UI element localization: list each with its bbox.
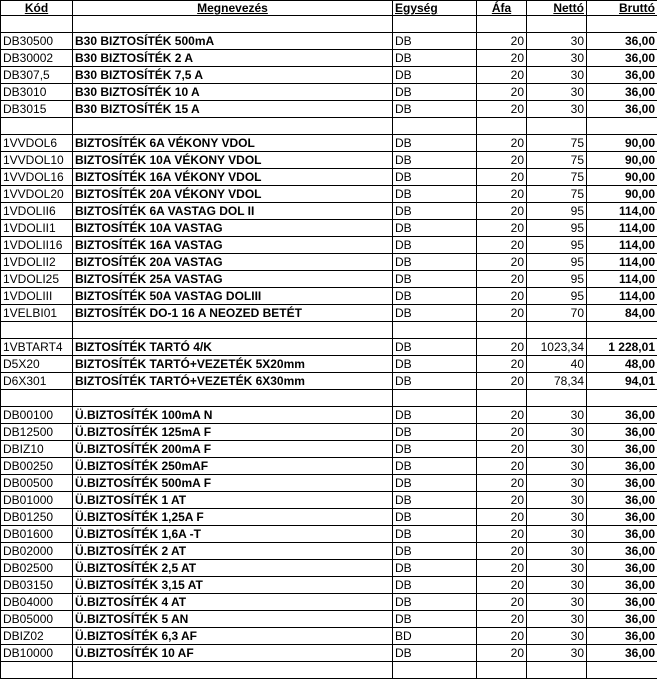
cell-net: 30 [527, 475, 587, 492]
cell-gross: 36,00 [587, 628, 657, 645]
cell-vat: 20 [477, 186, 527, 203]
cell-code: DB01600 [1, 526, 73, 543]
cell-code: 1VDOLI25 [1, 271, 73, 288]
cell-name: Ü.BIZTOSÍTÉK 10 AF [73, 645, 393, 662]
table-row [1, 543, 657, 560]
cell-unit: DB [393, 458, 477, 475]
cell-code: DB00250 [1, 458, 73, 475]
header-name: Megnevezés [73, 1, 393, 16]
cell-vat: 20 [477, 441, 527, 458]
cell-net: 30 [527, 101, 587, 118]
cell-gross: 36,00 [587, 84, 657, 101]
cell-gross: 94,01 [587, 373, 657, 390]
cell-net: 30 [527, 492, 587, 509]
table-row [1, 492, 657, 509]
cell-name: B30 BIZTOSÍTÉK 10 A [73, 84, 393, 101]
cell-gross: 36,00 [587, 594, 657, 611]
cell-vat: 20 [477, 475, 527, 492]
cell-code: DBIZ02 [1, 628, 73, 645]
cell-net: 78,34 [527, 373, 587, 390]
table-row [1, 509, 657, 526]
cell-name: Ü.BIZTOSÍTÉK 3,15 AT [73, 577, 393, 594]
table-row [1, 101, 657, 118]
cell-unit: DB [393, 169, 477, 186]
table-row [1, 560, 657, 577]
cell-unit: DB [393, 475, 477, 492]
cell-unit: DB [393, 135, 477, 152]
cell-gross: 36,00 [587, 509, 657, 526]
table-row [1, 305, 657, 322]
cell-code: 1VDOLII16 [1, 237, 73, 254]
cell-code: 1VVDOL20 [1, 186, 73, 203]
cell-gross: 36,00 [587, 101, 657, 118]
cell-code: D5X20 [1, 356, 73, 373]
cell-unit [393, 118, 477, 135]
cell-name: Ü.BIZTOSÍTÉK 1,6A -T [73, 526, 393, 543]
table-row [1, 288, 657, 305]
cell-net: 95 [527, 203, 587, 220]
cell-unit: DB [393, 543, 477, 560]
table-row [1, 594, 657, 611]
cell-gross: 36,00 [587, 407, 657, 424]
cell-vat: 20 [477, 611, 527, 628]
blank-row [1, 16, 657, 33]
cell-name: Ü.BIZTOSÍTÉK 125mA F [73, 424, 393, 441]
cell-code: DB02500 [1, 560, 73, 577]
cell-name [73, 118, 393, 135]
cell-name: BIZTOSÍTÉK 20A VÉKONY VDOL [73, 186, 393, 203]
cell-vat: 20 [477, 339, 527, 356]
cell-name [73, 322, 393, 339]
cell-gross: 36,00 [587, 475, 657, 492]
cell-code: DB00100 [1, 407, 73, 424]
cell-vat: 20 [477, 458, 527, 475]
cell-code: DBIZ10 [1, 441, 73, 458]
table-row [1, 611, 657, 628]
cell-name: BIZTOSÍTÉK 25A VASTAG [73, 271, 393, 288]
cell-code: 1VVDOL16 [1, 169, 73, 186]
cell-vat [477, 118, 527, 135]
cell-vat: 20 [477, 526, 527, 543]
cell-unit [393, 16, 477, 33]
table-row [1, 220, 657, 237]
table-row [1, 424, 657, 441]
cell-gross: 36,00 [587, 441, 657, 458]
cell-vat: 20 [477, 492, 527, 509]
blank-row [1, 662, 657, 679]
cell-net: 30 [527, 67, 587, 84]
cell-net [527, 662, 587, 679]
table-row [1, 237, 657, 254]
cell-gross: 36,00 [587, 543, 657, 560]
header-net: Nettó [527, 1, 587, 16]
cell-gross: 36,00 [587, 458, 657, 475]
cell-name: Ü.BIZTOSÍTÉK 500mA F [73, 475, 393, 492]
cell-code [1, 390, 73, 407]
cell-name: BIZTOSÍTÉK 10A VASTAG [73, 220, 393, 237]
cell-name: Ü.BIZTOSÍTÉK 5 AN [73, 611, 393, 628]
cell-code: DB307,5 [1, 67, 73, 84]
cell-vat [477, 390, 527, 407]
cell-vat: 20 [477, 577, 527, 594]
cell-unit: DB [393, 560, 477, 577]
cell-vat: 20 [477, 203, 527, 220]
cell-gross [587, 16, 657, 33]
cell-name: BIZTOSÍTÉK DO-1 16 A NEOZED BETÉT [73, 305, 393, 322]
cell-unit: DB [393, 441, 477, 458]
cell-unit: DB [393, 611, 477, 628]
cell-gross: 36,00 [587, 645, 657, 662]
cell-gross: 90,00 [587, 186, 657, 203]
cell-net: 30 [527, 424, 587, 441]
cell-vat: 20 [477, 356, 527, 373]
cell-unit: DB [393, 407, 477, 424]
cell-vat: 20 [477, 628, 527, 645]
cell-gross: 36,00 [587, 492, 657, 509]
cell-code [1, 662, 73, 679]
cell-unit: DB [393, 526, 477, 543]
cell-code: 1VVDOL10 [1, 152, 73, 169]
table-row [1, 50, 657, 67]
cell-unit: DB [393, 577, 477, 594]
cell-name: BIZTOSÍTÉK 20A VASTAG [73, 254, 393, 271]
table-row [1, 67, 657, 84]
cell-gross: 90,00 [587, 135, 657, 152]
cell-net: 95 [527, 254, 587, 271]
cell-code [1, 118, 73, 135]
cell-code: 1VDOLII6 [1, 203, 73, 220]
cell-code: 1VELBI01 [1, 305, 73, 322]
cell-unit: DB [393, 305, 477, 322]
cell-vat: 20 [477, 33, 527, 50]
cell-vat: 20 [477, 135, 527, 152]
cell-vat: 20 [477, 407, 527, 424]
table-row [1, 186, 657, 203]
cell-code: 1VBTART4 [1, 339, 73, 356]
cell-name: BIZTOSÍTÉK 10A VÉKONY VDOL [73, 152, 393, 169]
blank-row [1, 322, 657, 339]
cell-name: Ü.BIZTOSÍTÉK 100mA N [73, 407, 393, 424]
cell-name: BIZTOSÍTÉK 6A VASTAG DOL II [73, 203, 393, 220]
cell-net: 30 [527, 628, 587, 645]
cell-unit [393, 322, 477, 339]
cell-net: 75 [527, 152, 587, 169]
cell-net: 75 [527, 135, 587, 152]
cell-vat: 20 [477, 152, 527, 169]
cell-vat: 20 [477, 560, 527, 577]
cell-name: Ü.BIZTOSÍTÉK 1 AT [73, 492, 393, 509]
cell-net: 30 [527, 458, 587, 475]
cell-code: DB30500 [1, 33, 73, 50]
cell-unit: DB [393, 288, 477, 305]
cell-name: Ü.BIZTOSÍTÉK 1,25A F [73, 509, 393, 526]
cell-net: 1023,34 [527, 339, 587, 356]
cell-vat [477, 662, 527, 679]
cell-code: 1VDOLII1 [1, 220, 73, 237]
cell-gross: 36,00 [587, 424, 657, 441]
cell-name: B30 BIZTOSÍTÉK 2 A [73, 50, 393, 67]
cell-vat: 20 [477, 50, 527, 67]
cell-unit: DB [393, 424, 477, 441]
cell-name: Ü.BIZTOSÍTÉK 6,3 AF [73, 628, 393, 645]
cell-net: 30 [527, 543, 587, 560]
cell-code: DB3010 [1, 84, 73, 101]
cell-net: 30 [527, 441, 587, 458]
cell-name: Ü.BIZTOSÍTÉK 200mA F [73, 441, 393, 458]
cell-gross: 48,00 [587, 356, 657, 373]
table-row [1, 628, 657, 645]
cell-net: 75 [527, 186, 587, 203]
cell-unit: DB [393, 33, 477, 50]
cell-gross [587, 662, 657, 679]
blank-row [1, 118, 657, 135]
cell-code: DB3015 [1, 101, 73, 118]
cell-name: BIZTOSÍTÉK 16A VÉKONY VDOL [73, 169, 393, 186]
cell-vat: 20 [477, 67, 527, 84]
cell-unit: DB [393, 271, 477, 288]
cell-net: 30 [527, 407, 587, 424]
cell-code: DB12500 [1, 424, 73, 441]
cell-unit: DB [393, 645, 477, 662]
cell-name: BIZTOSÍTÉK 16A VASTAG [73, 237, 393, 254]
cell-code: DB00500 [1, 475, 73, 492]
cell-unit: DB [393, 152, 477, 169]
table-row [1, 169, 657, 186]
cell-code: DB10000 [1, 645, 73, 662]
table-row [1, 577, 657, 594]
cell-vat: 20 [477, 101, 527, 118]
table-row [1, 135, 657, 152]
cell-net: 30 [527, 560, 587, 577]
cell-net: 70 [527, 305, 587, 322]
header-row [1, 1, 657, 16]
cell-code: DB01250 [1, 509, 73, 526]
cell-unit: DB [393, 594, 477, 611]
blank-row [1, 390, 657, 407]
cell-gross: 114,00 [587, 203, 657, 220]
cell-net: 95 [527, 288, 587, 305]
cell-gross: 90,00 [587, 152, 657, 169]
cell-gross [587, 118, 657, 135]
cell-name: Ü.BIZTOSÍTÉK 250mAF [73, 458, 393, 475]
cell-name: BIZTOSÍTÉK TARTÓ 4/K [73, 339, 393, 356]
cell-code: DB30002 [1, 50, 73, 67]
cell-vat: 20 [477, 645, 527, 662]
cell-gross: 114,00 [587, 237, 657, 254]
cell-code: DB01000 [1, 492, 73, 509]
cell-unit: DB [393, 186, 477, 203]
cell-vat: 20 [477, 84, 527, 101]
cell-name: BIZTOSÍTÉK TARTÓ+VEZETÉK 5X20mm [73, 356, 393, 373]
table-row [1, 645, 657, 662]
cell-gross: 36,00 [587, 560, 657, 577]
cell-gross: 36,00 [587, 33, 657, 50]
cell-name [73, 390, 393, 407]
cell-unit: DB [393, 67, 477, 84]
cell-net: 95 [527, 220, 587, 237]
cell-net [527, 118, 587, 135]
cell-vat [477, 322, 527, 339]
table-row [1, 254, 657, 271]
cell-vat: 20 [477, 237, 527, 254]
cell-gross: 90,00 [587, 169, 657, 186]
cell-code: 1VDOLIII [1, 288, 73, 305]
cell-vat: 20 [477, 305, 527, 322]
cell-gross: 36,00 [587, 577, 657, 594]
cell-net: 30 [527, 526, 587, 543]
cell-gross: 114,00 [587, 271, 657, 288]
cell-unit: DB [393, 220, 477, 237]
cell-net [527, 16, 587, 33]
cell-code [1, 322, 73, 339]
cell-vat: 20 [477, 254, 527, 271]
cell-name: B30 BIZTOSÍTÉK 15 A [73, 101, 393, 118]
cell-code: DB05000 [1, 611, 73, 628]
cell-gross: 36,00 [587, 50, 657, 67]
cell-vat: 20 [477, 509, 527, 526]
cell-net: 30 [527, 50, 587, 67]
cell-net [527, 390, 587, 407]
cell-net: 95 [527, 237, 587, 254]
cell-unit: DB [393, 509, 477, 526]
cell-vat: 20 [477, 220, 527, 237]
cell-vat: 20 [477, 543, 527, 560]
cell-gross: 36,00 [587, 526, 657, 543]
table-row [1, 458, 657, 475]
cell-name: Ü.BIZTOSÍTÉK 2 AT [73, 543, 393, 560]
cell-net: 75 [527, 169, 587, 186]
table-row [1, 203, 657, 220]
cell-code: DB04000 [1, 594, 73, 611]
cell-name: BIZTOSÍTÉK 6A VÉKONY VDOL [73, 135, 393, 152]
table-row [1, 339, 657, 356]
cell-name: BIZTOSÍTÉK 50A VASTAG DOLIII [73, 288, 393, 305]
cell-code: D6X301 [1, 373, 73, 390]
cell-unit: DB [393, 203, 477, 220]
cell-name: BIZTOSÍTÉK TARTÓ+VEZETÉK 6X30mm [73, 373, 393, 390]
cell-code [1, 16, 73, 33]
cell-code: DB02000 [1, 543, 73, 560]
cell-unit: DB [393, 101, 477, 118]
cell-gross: 36,00 [587, 67, 657, 84]
table-row [1, 33, 657, 50]
cell-name: B30 BIZTOSÍTÉK 500mA [73, 33, 393, 50]
cell-unit: DB [393, 84, 477, 101]
cell-unit: DB [393, 254, 477, 271]
cell-unit: DB [393, 373, 477, 390]
cell-code: 1VVDOL6 [1, 135, 73, 152]
table-row [1, 152, 657, 169]
cell-gross [587, 390, 657, 407]
cell-vat: 20 [477, 271, 527, 288]
table-row [1, 526, 657, 543]
cell-net [527, 322, 587, 339]
cell-net: 30 [527, 594, 587, 611]
cell-gross: 114,00 [587, 220, 657, 237]
cell-gross: 84,00 [587, 305, 657, 322]
table-row [1, 373, 657, 390]
cell-net: 30 [527, 84, 587, 101]
cell-gross: 36,00 [587, 611, 657, 628]
cell-net: 30 [527, 509, 587, 526]
cell-unit: DB [393, 492, 477, 509]
cell-unit: BD [393, 628, 477, 645]
header-code: Kód [1, 1, 73, 16]
cell-gross: 114,00 [587, 288, 657, 305]
table-row [1, 407, 657, 424]
table-row [1, 441, 657, 458]
cell-vat: 20 [477, 373, 527, 390]
header-gross: Bruttó [587, 1, 657, 16]
table-row [1, 271, 657, 288]
table-row [1, 475, 657, 492]
cell-unit [393, 662, 477, 679]
cell-unit: DB [393, 237, 477, 254]
cell-name: B30 BIZTOSÍTÉK 7,5 A [73, 67, 393, 84]
cell-unit: DB [393, 356, 477, 373]
cell-unit: DB [393, 339, 477, 356]
cell-name: Ü.BIZTOSÍTÉK 2,5 AT [73, 560, 393, 577]
cell-name [73, 16, 393, 33]
cell-net: 40 [527, 356, 587, 373]
table-row [1, 84, 657, 101]
cell-gross [587, 322, 657, 339]
cell-vat: 20 [477, 424, 527, 441]
cell-unit: DB [393, 50, 477, 67]
cell-net: 95 [527, 271, 587, 288]
cell-code: DB03150 [1, 577, 73, 594]
cell-net: 30 [527, 33, 587, 50]
cell-vat: 20 [477, 288, 527, 305]
cell-code: 1VDOLII2 [1, 254, 73, 271]
cell-name [73, 662, 393, 679]
cell-unit [393, 390, 477, 407]
cell-net: 30 [527, 577, 587, 594]
header-unit: Egység [393, 1, 477, 16]
header-vat: Áfa [477, 1, 527, 16]
cell-net: 30 [527, 645, 587, 662]
cell-net: 30 [527, 611, 587, 628]
cell-name: Ü.BIZTOSÍTÉK 4 AT [73, 594, 393, 611]
cell-gross: 1 228,01 [587, 339, 657, 356]
cell-vat: 20 [477, 169, 527, 186]
table-row [1, 356, 657, 373]
cell-vat: 20 [477, 594, 527, 611]
cell-gross: 114,00 [587, 254, 657, 271]
cell-vat [477, 16, 527, 33]
